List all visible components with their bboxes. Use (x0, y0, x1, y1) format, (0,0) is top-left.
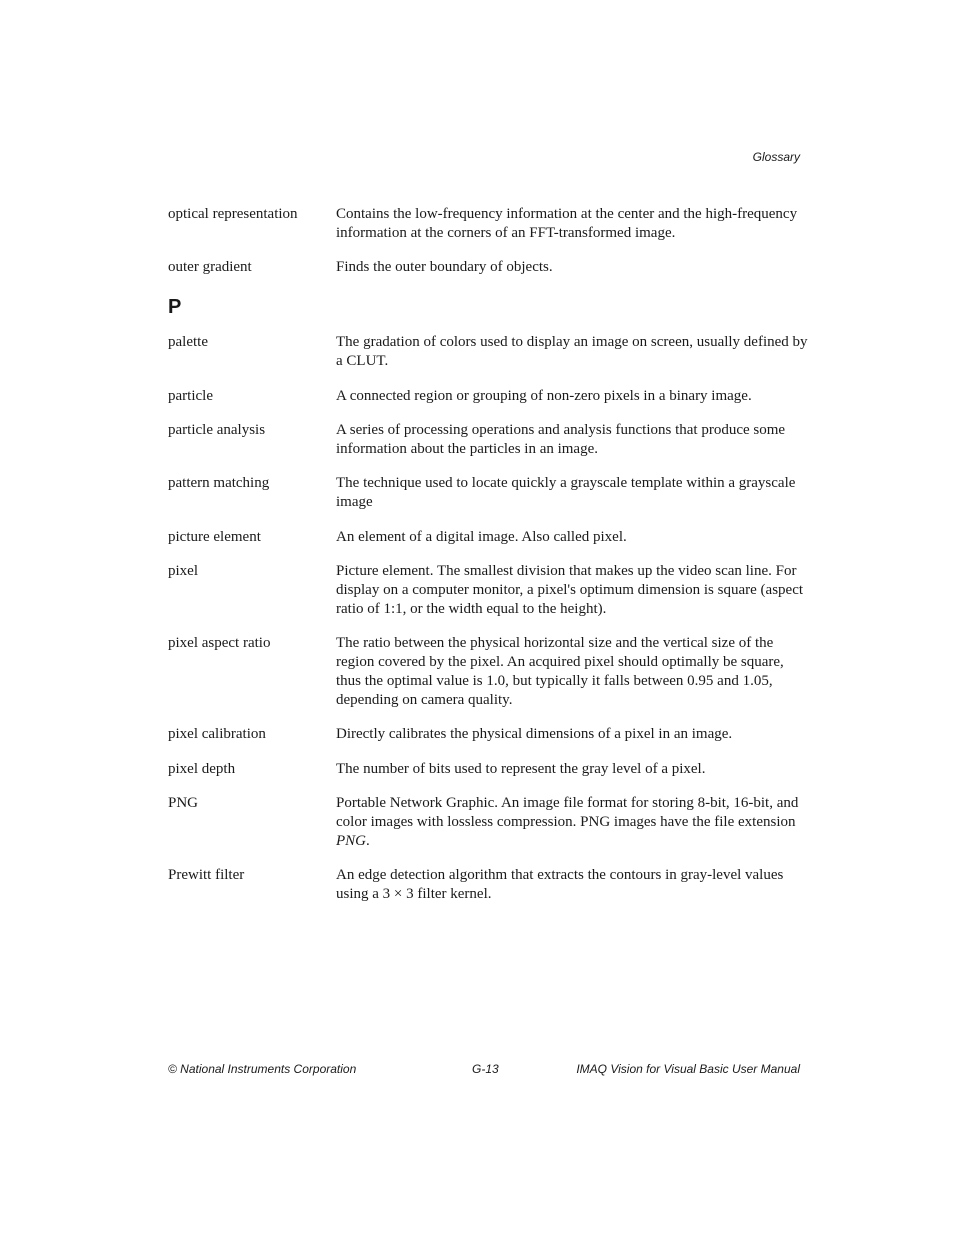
glossary-definition: The gradation of colors used to display an image on screen, usually defined by a CLUT. (336, 334, 808, 370)
glossary-term: particle (168, 387, 213, 404)
glossary-entry (168, 258, 808, 277)
glossary-definition: The technique used to locate quickly a grayscale template within a grayscale image (336, 475, 796, 511)
glossary-definition: Directly calibrates the physical dimensions of a pixel in an image. (336, 726, 733, 743)
glossary-term: pixel depth (168, 760, 236, 777)
glossary-term: PNG (168, 795, 199, 812)
glossary-term: optical representation (168, 206, 298, 222)
running-header: Glossary (752, 150, 800, 164)
glossary-entry (168, 760, 808, 779)
glossary-entry (168, 634, 808, 710)
glossary-term: Prewitt filter (168, 867, 245, 884)
definition-text: . (366, 832, 370, 849)
glossary-entry (168, 866, 808, 904)
manual-title: IMAQ Vision for Visual Basic User Manual (576, 1062, 800, 1076)
glossary-term: picture element (168, 528, 261, 545)
glossary-definition (336, 794, 808, 851)
page-number: G-13 (472, 1062, 499, 1076)
glossary-definition: Contains the low-frequency information at the center and the high-frequency information at the corners of an FFT-transformed image. (336, 206, 798, 241)
glossary-definition: An edge detection algorithm that extracts the contours in gray-level values using a 3 × 3 filter kernel. (336, 867, 784, 903)
file-extension: PNG (336, 832, 366, 849)
glossary-entry (168, 562, 808, 619)
glossary-entry (168, 333, 808, 371)
glossary-entry (168, 387, 808, 406)
glossary-definition: The ratio between the physical horizontal size and the vertical size of the region covered by the pixel. An acquired pixel should optimally be square, thus the optimal value is 1.0, but typically it falls between 0.95 and 1.05, depending on camera quality. (336, 635, 784, 708)
glossary-term: pixel calibration (168, 726, 266, 743)
glossary-term: outer gradient (168, 259, 252, 276)
glossary-definition: Picture element. The smallest division that makes up the video scan line. For display on a computer monitor, a pixel's optimum dimension is square (aspect ratio of 1:1, or the width equal to the height). (336, 562, 804, 617)
glossary-term: pattern matching (168, 475, 270, 492)
footer-copyright: © National Instruments Corporation (168, 1062, 357, 1076)
glossary-definition: Finds the outer boundary of objects. (336, 259, 553, 276)
glossary-definition: The number of bits used to represent the gray level of a pixel. (336, 760, 706, 777)
glossary-entry (168, 421, 808, 459)
glossary-term: pixel aspect ratio (168, 635, 271, 652)
glossary-definition: A connected region or grouping of non-zero pixels in a binary image. (336, 387, 752, 404)
glossary-list (168, 205, 808, 920)
section-heading-p: P (168, 296, 182, 319)
glossary-entry (168, 205, 808, 243)
glossary-term: pixel (168, 562, 198, 579)
glossary-entry (168, 725, 808, 744)
glossary-definition: A series of processing operations and analysis functions that produce some information about the particles in an image. (336, 421, 786, 457)
glossary-definition: An element of a digital image. Also called pixel. (336, 528, 627, 545)
glossary-term: particle analysis (168, 421, 266, 438)
glossary-entry (168, 528, 808, 547)
glossary-entry (168, 474, 808, 512)
glossary-term: palette (168, 334, 208, 351)
glossary-entry (168, 794, 808, 851)
definition-text: Portable Network Graphic. An image file format for storing 8-bit, 16-bit, and color images with lossless compression. PNG images have the file extension (336, 795, 799, 831)
